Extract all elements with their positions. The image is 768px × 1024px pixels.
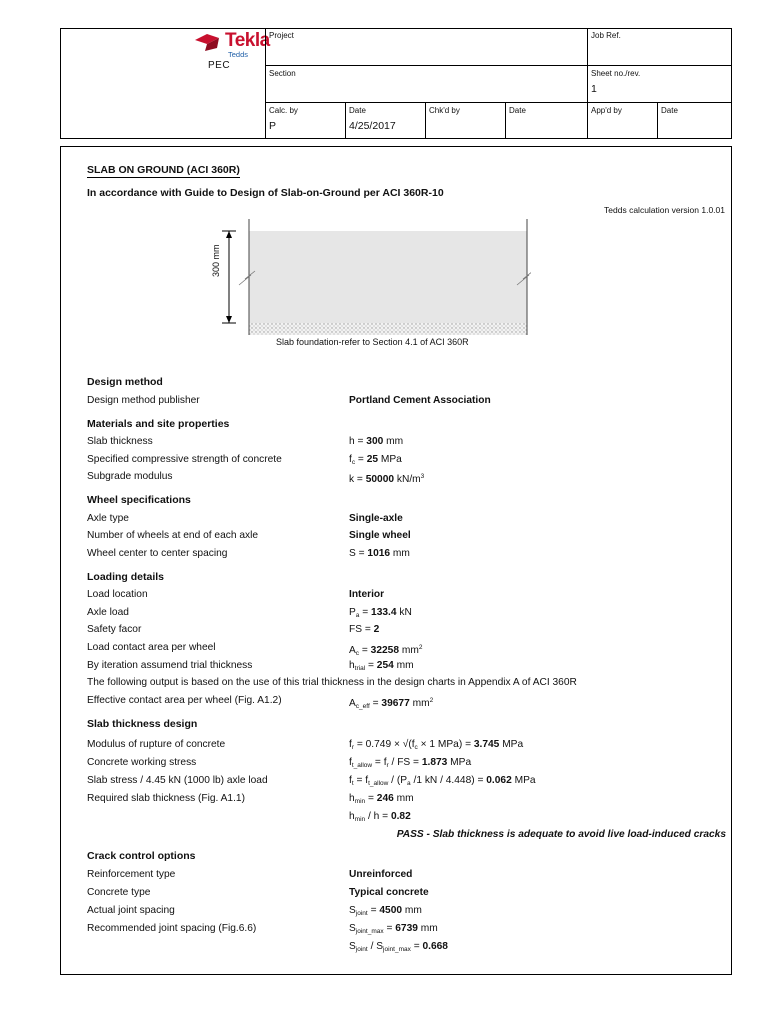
axle-type-value: Single-axle xyxy=(349,513,403,524)
effective-area-label: Effective contact area per wheel (Fig. A1.2) xyxy=(87,695,282,706)
effective-area-value: $A_{c\_eff} = 39677$ $mm^2$ xyxy=(349,697,434,710)
axle-type-label: Axle type xyxy=(87,513,129,524)
slab-body xyxy=(249,231,527,323)
project-cell xyxy=(265,28,587,65)
figure-caption: Slab foundation-refer to Section 4.1 of ACI 360R xyxy=(276,337,469,347)
joint-spacing-label: Actual joint spacing xyxy=(87,905,175,916)
reinforcement-type-label: Reinforcement type xyxy=(87,869,176,880)
required-thickness-label: Required slab thickness (Fig. A1.1) xyxy=(87,793,245,804)
job-ref-cell xyxy=(587,28,732,65)
tekla-logo-icon xyxy=(193,32,223,52)
joint-spacing-value: $S_{joint} = 4500$ mm xyxy=(349,905,422,917)
publisher-value: Portland Cement Association xyxy=(349,395,491,406)
recommended-spacing-label: Recommended joint spacing (Fig.6.6) xyxy=(87,923,257,934)
title-block xyxy=(60,28,732,139)
approved-by-label: App'd by xyxy=(591,106,622,115)
reinforcement-type-value: Unreinforced xyxy=(349,869,413,880)
working-stress-value: $f_{t\_allow} = f_r$ / FS = 1.873 MPa xyxy=(349,757,472,769)
doc-subtitle: In accordance with Guide to Design of Slab-on-Ground per ACI 360R-10 xyxy=(87,187,444,199)
contact-area-label: Load contact area per wheel xyxy=(87,642,216,653)
wheel-spacing-label: Wheel center to center spacing xyxy=(87,548,228,559)
sheet-cell xyxy=(587,65,732,102)
doc-title: SLAB ON GROUND (ACI 360R) xyxy=(87,164,240,176)
wheels-per-axle-value: Single wheel xyxy=(349,530,411,541)
design-method-heading: Design method xyxy=(87,376,163,388)
slab-stress-value: $f_t = f_{t\_allow} / (P_a$ /1 kN / 4.448) = 0.062 MPa xyxy=(349,775,536,787)
materials-heading: Materials and site properties xyxy=(87,418,230,430)
calculation-sheet xyxy=(60,146,732,975)
subgrade-value: k = 50000 $kN/m^3$ xyxy=(349,473,425,485)
axle-load-label: Axle load xyxy=(87,607,129,618)
version-note: Tedds calculation version 1.0.01 xyxy=(604,205,725,215)
company-logo xyxy=(133,29,270,73)
fc-label: Specified compressive strength of concrete xyxy=(87,454,282,465)
publisher-label: Design method publisher xyxy=(87,395,200,406)
subgrade-label: Subgrade modulus xyxy=(87,471,173,482)
pass-statement: PASS - Slab thickness is adequate to avoid live load-induced cracks xyxy=(396,829,726,840)
date-label: Date xyxy=(349,106,366,115)
thickness-ratio-value: $h_{min} / h = 0.82$ xyxy=(349,811,411,823)
project-label: Project xyxy=(269,31,294,40)
calc-by-label: Calc. by xyxy=(269,106,298,115)
concrete-type-value: Typical concrete xyxy=(349,887,429,898)
loading-heading: Loading details xyxy=(87,571,165,583)
logo-subtext: Tedds xyxy=(228,50,249,59)
thickness-design-heading: Slab thickness design xyxy=(87,718,198,730)
date-cell xyxy=(345,102,425,139)
slab-thickness-value: h = 300 mm xyxy=(349,436,404,447)
calc-by-cell xyxy=(265,102,345,139)
slab-stress-label: Slab stress / 4.45 kN (1000 lb) axle load xyxy=(87,775,268,786)
checked-by-cell xyxy=(425,102,505,139)
slab-thickness-label: Slab thickness xyxy=(87,436,153,447)
rupture-value: $f_r = 0.749 \times √(f_c \times 1$ MPa) = 3.745 MPa xyxy=(349,739,524,751)
checked-date-cell xyxy=(505,102,587,139)
safety-factor-label: Safety facor xyxy=(87,624,142,635)
fc-value: $f_c = 25$ MPa xyxy=(349,454,402,466)
rupture-label: Modulus of rupture of concrete xyxy=(87,739,226,750)
approved-date-label: Date xyxy=(661,106,678,115)
load-location-value: Interior xyxy=(349,589,385,600)
wheel-heading: Wheel specifications xyxy=(87,494,191,506)
calc-by-value: P xyxy=(269,120,277,132)
date-value: 4/25/2017 xyxy=(349,120,396,132)
safety-factor-value: FS = 2 xyxy=(349,624,380,635)
concrete-type-label: Concrete type xyxy=(87,887,151,898)
job-ref-label: Job Ref. xyxy=(591,31,621,40)
sheet-value: 1 xyxy=(591,83,597,95)
trial-thickness-value: $h_{trial} = 254$ mm xyxy=(349,660,414,672)
subgrade xyxy=(249,323,527,335)
trial-thickness-label: By iteration assumend trial thickness xyxy=(87,660,253,671)
section-cell xyxy=(265,65,587,102)
dimension-label: 300 mm xyxy=(211,244,221,277)
crack-control-heading: Crack control options xyxy=(87,850,196,862)
company-name: PEC xyxy=(208,60,231,71)
checked-date-label: Date xyxy=(509,106,526,115)
section-label: Section xyxy=(269,69,296,78)
approved-by-cell xyxy=(587,102,657,139)
checked-by-label: Chk'd by xyxy=(429,106,460,115)
wheels-per-axle-label: Number of wheels at end of each axle xyxy=(87,530,259,541)
contact-area-value: $A_c = 32258$ $mm^2$ xyxy=(349,644,423,657)
load-location-label: Load location xyxy=(87,589,148,600)
slab-section-figure xyxy=(211,215,531,347)
joint-ratio-value: $S_{joint} / S_{joint\_max} = 0.668$ xyxy=(349,941,448,953)
working-stress-label: Concrete working stress xyxy=(87,757,197,768)
required-thickness-value: $h_{min} = 246$ mm xyxy=(349,793,414,805)
sheet-label: Sheet no./rev. xyxy=(591,69,641,78)
logo-text: Tekla xyxy=(225,30,270,51)
wheel-spacing-value: S = 1016 mm xyxy=(349,548,410,559)
trial-note: The following output is based on the use of this trial thickness in the design charts in Appendix A of ACI 360R xyxy=(87,677,577,688)
axle-load-value: $P_a = 133.4$ kN xyxy=(349,607,412,619)
approved-date-cell xyxy=(657,102,732,139)
recommended-spacing-value: $S_{joint\_max} = 6739$ mm xyxy=(349,923,438,935)
